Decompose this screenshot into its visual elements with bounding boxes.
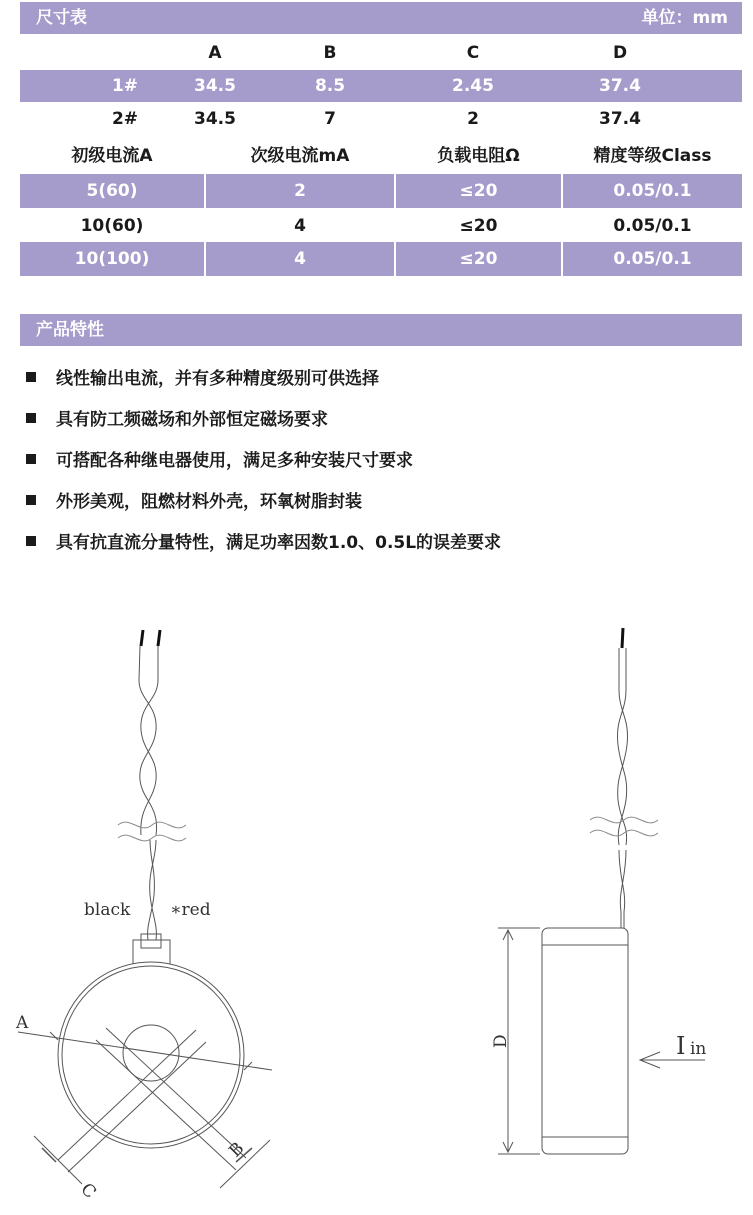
current-label-i: I — [676, 1032, 686, 1060]
primary-current: 10(100) — [74, 249, 150, 269]
dimension-label-a: A — [16, 1013, 29, 1033]
table-row — [20, 242, 742, 276]
dimension-section-header — [20, 2, 742, 34]
list-item — [26, 364, 379, 389]
spec-table-header — [20, 139, 742, 173]
load-resistance: ≤20 — [459, 181, 498, 201]
value-c: 2.45 — [452, 76, 494, 96]
list-item — [26, 528, 501, 553]
primary-current: 5(60) — [86, 181, 138, 201]
dimension-table-header — [20, 37, 742, 69]
load-resistance: ≤20 — [459, 216, 498, 236]
side-view — [498, 628, 705, 1154]
column-header-accuracy-class: 精度等级Class — [593, 146, 712, 166]
bullet-square-icon — [26, 372, 36, 382]
primary-current: 10(60) — [80, 216, 144, 236]
column-header-b: B — [323, 43, 337, 63]
table-row — [20, 174, 742, 208]
dimension-label-c: C — [76, 1179, 100, 1203]
list-item — [26, 446, 413, 471]
value-d: 37.4 — [599, 76, 641, 96]
section-title: 尺寸表 — [36, 8, 87, 28]
column-header-primary-current: 初级电流A — [71, 146, 153, 166]
feature-text: 可搭配各种继电器使用，满足多种安装尺寸要求 — [56, 451, 413, 471]
bullet-square-icon — [26, 536, 36, 546]
load-resistance: ≤20 — [459, 249, 498, 269]
list-item — [26, 405, 328, 430]
front-view-wires — [118, 630, 186, 940]
secondary-current: 4 — [294, 249, 306, 269]
bullet-square-icon — [26, 495, 36, 505]
list-item — [26, 487, 362, 512]
value-b: 7 — [324, 109, 336, 129]
accuracy-class: 0.05/0.1 — [613, 181, 692, 201]
bullet-square-icon — [26, 413, 36, 423]
value-a: 34.5 — [194, 76, 236, 96]
dimension-label-d: D — [491, 1034, 511, 1048]
features-section-header — [20, 314, 742, 346]
column-header-load-resistance: 负载电阻Ω — [437, 146, 520, 166]
accuracy-class: 0.05/0.1 — [613, 216, 692, 236]
wire-label-red: ∗red — [170, 900, 211, 920]
accuracy-class: 0.05/0.1 — [613, 249, 692, 269]
table-row — [20, 103, 742, 135]
unit-label: 单位：mm — [641, 8, 728, 28]
model-label: 2# — [111, 109, 139, 129]
wire-label-black: black — [84, 900, 131, 920]
feature-text: 线性输出电流，并有多种精度级别可供选择 — [56, 369, 379, 389]
table-row — [20, 209, 742, 243]
column-header-d: D — [612, 43, 628, 63]
value-b: 8.5 — [314, 76, 346, 96]
table-row — [20, 70, 742, 102]
value-d: 37.4 — [599, 109, 641, 129]
feature-text: 具有抗直流分量特性，满足功率因数1.0、0.5L的误差要求 — [56, 533, 502, 553]
secondary-current: 4 — [294, 216, 306, 236]
feature-text: 具有防工频磁场和外部恒定磁场要求 — [56, 410, 328, 430]
bullet-square-icon — [26, 454, 36, 464]
value-c: 2 — [467, 109, 479, 129]
column-header-secondary-current: 次级电流mA — [250, 146, 350, 166]
section-title: 产品特性 — [36, 320, 104, 340]
model-label: 1# — [111, 76, 139, 96]
feature-text: 外形美观，阻燃材料外壳，环氧树脂封装 — [56, 492, 362, 512]
column-header-c: C — [466, 43, 480, 63]
value-a: 34.5 — [194, 109, 236, 129]
secondary-current: 2 — [294, 181, 306, 201]
dimension-label-b: B — [225, 1138, 249, 1162]
technical-drawing — [0, 595, 753, 1215]
current-label-in: in — [690, 1039, 707, 1059]
column-header-a: A — [208, 43, 222, 63]
